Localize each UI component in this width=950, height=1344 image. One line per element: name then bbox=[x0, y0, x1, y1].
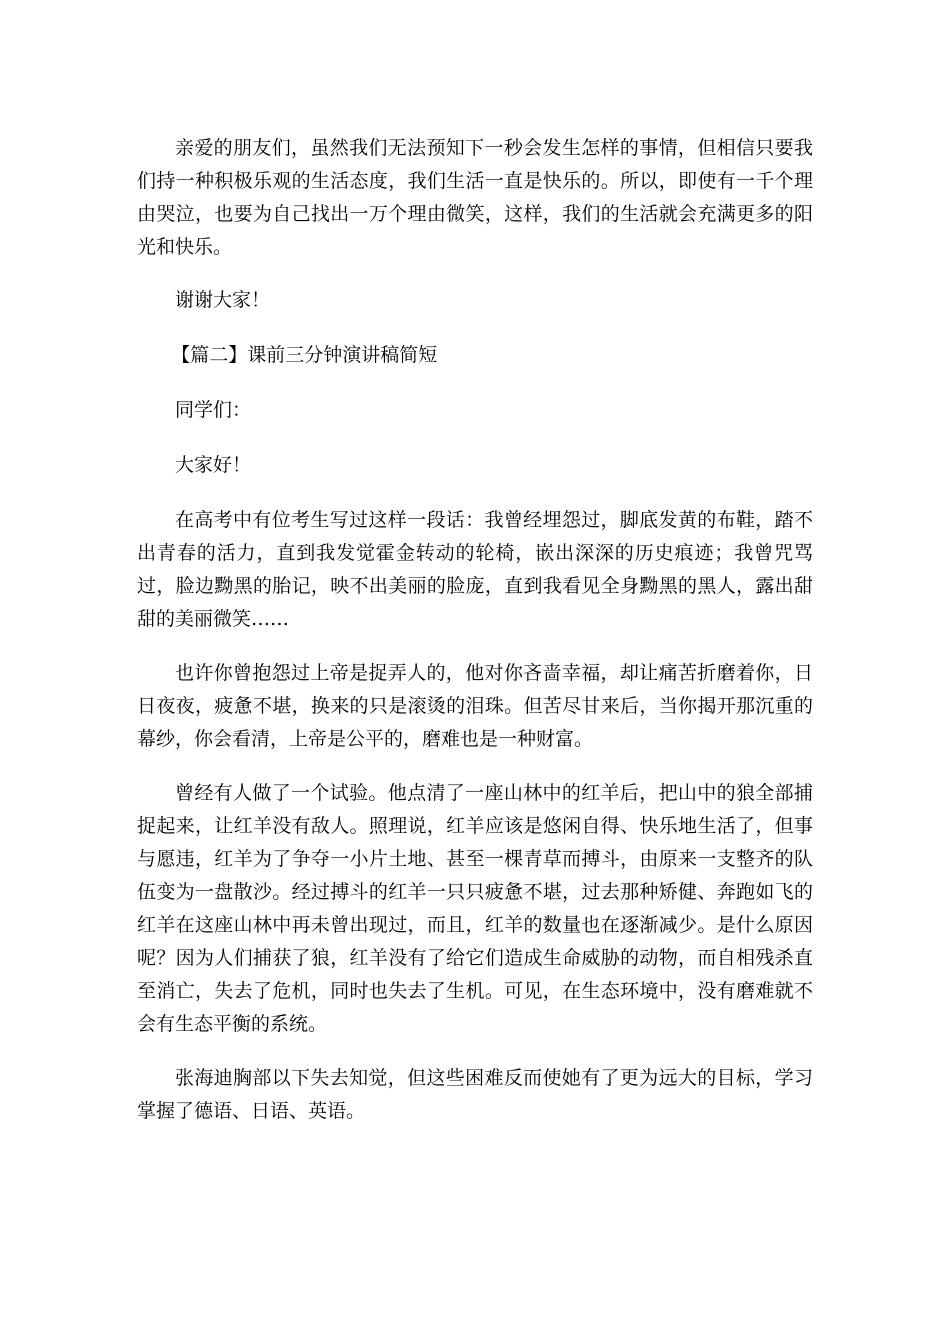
paragraph-closing-remarks: 亲爱的朋友们，虽然我们无法预知下一秒会发生怎样的事情，但相信只要我们持一种积极乐观的生活态度，我们生活一直是快乐的。所以，即使有一千个理由哭泣，也要为自己找出一万个理由微笑，这样，我们的生活就会充满更多的阳光和快乐。 bbox=[137, 137, 813, 258]
paragraph-zhang-haidi: 张海迪胸部以下失去知觉，但这些困难反而使她有了更为远大的目标，学习掌握了德语、日语、英语。 bbox=[137, 1067, 813, 1122]
paragraph-red-sheep-experiment: 曾经有人做了一个试验。他点清了一座山林中的红羊后，把山中的狼全部捕捉起来，让红羊没有敌人。照理说，红羊应该是悠闲自得、快乐地生活了，但事与愿违，红羊为了争夺一小片土地、甚至一棵青草而搏斗，由原来一支整齐的队伍变为一盘散沙。经过搏斗的红羊一只只疲惫不堪，过去那种矫健、奔跑如飞的红羊在这座山林中再未曾出现过，而且，红羊的数量也在逐渐减少。是什么原因呢？因为人们捕获了狼，红羊没有了给它们造成生命威胁的动物，而自相残杀直至消亡，失去了危机，同时也失去了生机。可见，在生态环境中，没有磨难就不会有生态平衡的系统。 bbox=[137, 782, 813, 1035]
paragraph-greeting-classmates: 同学们： bbox=[175, 399, 252, 421]
paragraph-exam-quote: 在高考中有位考生写过这样一段话：我曾经埋怨过，脚底发黄的布鞋，踏不出青春的活力，直到我发觉霍金转动的轮椅，嵌出深深的历史痕迹；我曾咒骂过，脸边黝黑的胎记，映不出美丽的脸庞，直到我看见全身黝黑的黑人，露出甜甜的美丽微笑…… bbox=[137, 509, 813, 630]
paragraph-greeting-hello: 大家好！ bbox=[175, 454, 252, 476]
paragraph-hardship-wealth: 也许你曾抱怨过上帝是捉弄人的，他对你吝啬幸福，却让痛苦折磨着你，日日夜夜，疲惫不堪，换来的只是滚烫的泪珠。但苦尽甘来后，当你揭开那沉重的幕纱，你会看清，上帝是公平的，磨难也是一种财富。 bbox=[137, 662, 813, 750]
section-heading: 【篇二】课前三分钟演讲稿简短 bbox=[171, 344, 438, 366]
document-body bbox=[137, 132, 813, 1128]
paragraph-thanks: 谢谢大家！ bbox=[175, 289, 271, 311]
